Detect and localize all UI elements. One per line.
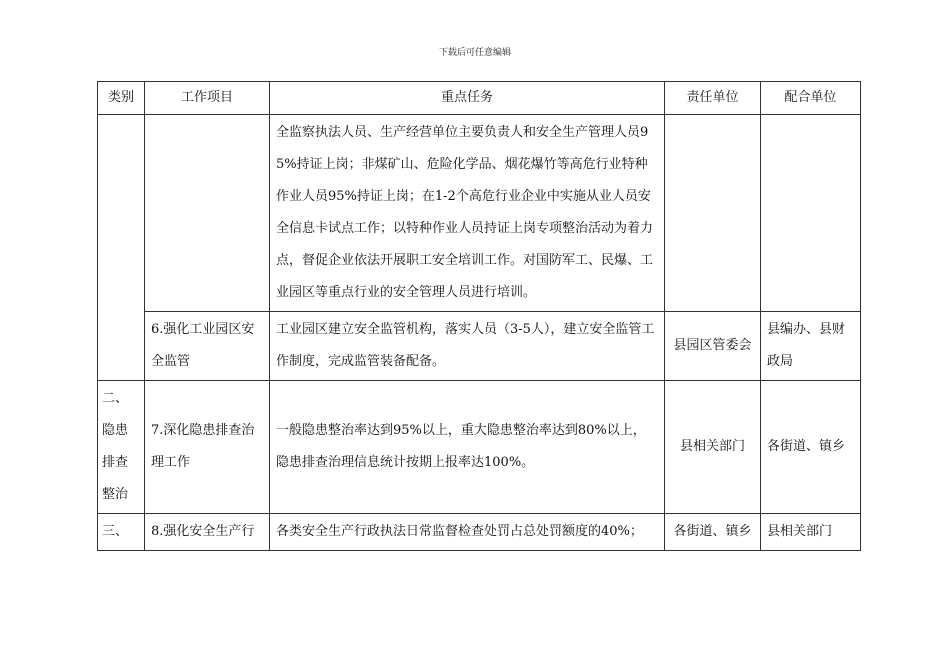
page-header: 下载后可任意编辑 [438,48,511,58]
row-responsible: 县相关部门 [665,381,761,514]
header-task: 重点任务 [270,82,665,115]
table-header-row [98,82,861,115]
row-cooperating: 县相关部门 [761,514,861,551]
row-task: 全监察执法人员、生产经营单位主要负责人和安全生产管理人员95%持证上岗；非煤矿山、危险化学品、烟花爆竹等高危行业特种作业人员95%持证上岗；在1-2个高危行业企业中实施从业人员安全信息卡试点工作；以特种作业人员持证上岗专项整治活动为着力点，督促企业依法开展职工安全培训工作。对国防军工、民爆、工业园区等重点行业的安全管理人员进行培训。 [270,115,665,312]
row-project: 7.深化隐患排查治理工作 [145,381,270,514]
table-row [98,381,861,514]
row-project [145,115,270,312]
table-row [98,514,861,551]
task-table [97,81,861,551]
row-category: 三、 [98,514,145,551]
table-row [98,115,861,312]
header-project: 工作项目 [145,82,270,115]
table-row [98,312,861,381]
row-cooperating: 各街道、镇乡 [761,381,861,514]
header-category: 类别 [98,82,145,115]
row-category [98,115,145,381]
row-task: 各类安全生产行政执法日常监督检查处罚占总处罚额度的40%； [270,514,665,551]
row-task: 工业园区建立安全监管机构，落实人员（3-5人），建立安全监管工作制度，完成监管装备配备。 [270,312,665,381]
row-responsible [665,115,761,312]
row-project: 8.强化安全生产行 [145,514,270,551]
row-responsible: 各街道、镇乡 [665,514,761,551]
row-project: 6.强化工业园区安全监管 [145,312,270,381]
header-responsible: 责任单位 [665,82,761,115]
row-category: 二、隐患排查整治 [98,381,145,514]
header-cooperating: 配合单位 [761,82,861,115]
row-cooperating [761,115,861,312]
row-cooperating: 县编办、县财政局 [761,312,861,381]
row-responsible: 县园区管委会 [665,312,761,381]
row-task: 一般隐患整治率达到95%以上，重大隐患整治率达到80%以上，隐患排查治理信息统计按期上报率达100%。 [270,381,665,514]
